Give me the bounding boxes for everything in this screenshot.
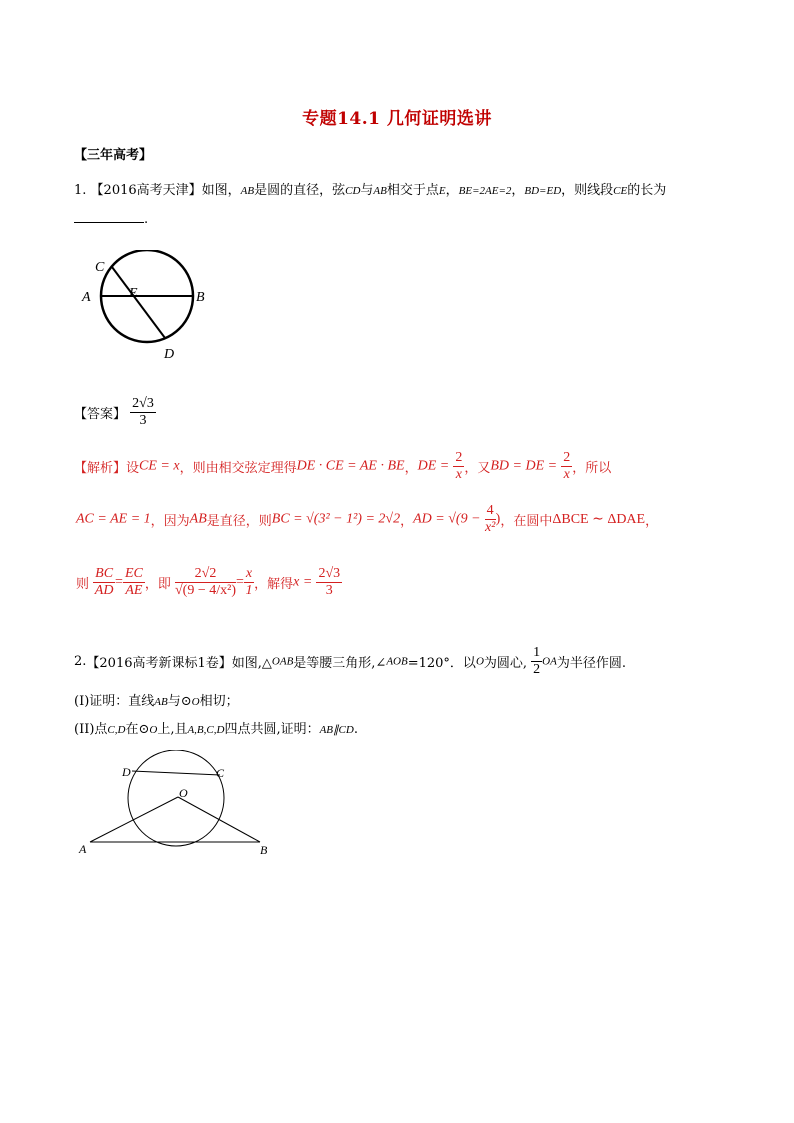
frac-den: AE — [125, 583, 143, 598]
analysis-text: ，因为 — [150, 514, 190, 529]
q2-var: C,D — [107, 724, 126, 736]
q2-text: 四点共圆,证明： — [224, 722, 320, 737]
q1-number: 1. — [74, 183, 87, 198]
q2-text: 上,且 — [157, 722, 188, 737]
q1-text: ， — [445, 183, 459, 198]
q2-text: 是等腰三角形,∠ — [293, 656, 387, 671]
q2-source: 【2016高考新课标1卷】 — [86, 656, 232, 671]
page-title: 专题14.1 几何证明选讲 — [302, 109, 492, 129]
blank-period: . — [144, 212, 149, 227]
frac-num: 2 — [455, 450, 463, 465]
q1-var: CE — [613, 185, 628, 197]
analysis-math: CE = x — [139, 458, 180, 474]
label-d: D — [122, 765, 131, 779]
q1-var: AB — [240, 185, 255, 197]
fraction — [453, 450, 464, 483]
q1-var: CD — [345, 185, 361, 197]
analysis-text: 是直径，则 — [206, 514, 272, 529]
analysis-math: AB — [189, 511, 207, 527]
section-heading: 【三年高考】 — [74, 148, 153, 163]
q1-text: 是圆的直径，弦 — [254, 183, 346, 198]
answer-numerator: 2√3 — [132, 396, 154, 411]
q2-var: AB∥CD — [319, 724, 354, 736]
frac-den: 2 — [533, 662, 541, 677]
analysis-text: ， — [645, 514, 659, 529]
chord-cd — [112, 267, 165, 338]
circle-figure-1 — [76, 250, 216, 365]
label-c: C — [95, 260, 105, 275]
answer-label: 【答案】 — [74, 407, 127, 422]
analysis-text: ，解得 — [254, 577, 294, 592]
analysis-line-3 — [76, 566, 342, 599]
frac-den: √(9 − 4/x²) — [175, 583, 236, 598]
fraction — [93, 566, 115, 599]
q2-text: 与⊙ — [167, 694, 192, 709]
q2-var: AB — [154, 696, 168, 708]
segment-ao — [90, 797, 178, 842]
q1-condition: BE=2AE=2 — [458, 185, 512, 197]
analysis-line-1 — [74, 450, 611, 483]
label-d: D — [164, 347, 175, 362]
analysis-math: AC = AE = 1 — [76, 511, 151, 527]
frac-den: 3 — [325, 583, 333, 598]
fraction — [244, 566, 254, 599]
q1-source: 【2016高考天津】 — [90, 183, 202, 198]
label-a: A — [82, 290, 91, 305]
analysis-math: BD = DE = — [490, 458, 558, 474]
frac-num: 1 — [533, 645, 541, 660]
triangle-circle-figure-2 — [70, 750, 280, 860]
analysis-text: ，即 — [144, 577, 171, 592]
fraction — [316, 566, 342, 599]
frac-num: 2√2 — [175, 566, 236, 583]
q2-var: OAB — [271, 655, 294, 668]
frac-num: BC — [95, 566, 114, 581]
analysis-text: ，在圆中 — [500, 514, 553, 529]
analysis-math: = — [115, 574, 123, 590]
q1-text: ，则线段 — [561, 183, 614, 198]
analysis-text: 则 — [76, 577, 90, 592]
analysis-text: ，所以 — [572, 461, 612, 476]
frac-den: AD — [94, 583, 114, 598]
analysis-line-2 — [76, 503, 658, 536]
label-b: B — [260, 843, 268, 857]
analysis-math: AD = √(9 − — [413, 511, 481, 527]
frac-num: 4 — [486, 503, 494, 518]
q2-var: OA — [542, 655, 557, 668]
analysis-text: ，又 — [464, 461, 491, 476]
analysis-math: = — [236, 574, 244, 590]
analysis-text: 设 — [126, 461, 140, 476]
q2-text: 相切； — [199, 694, 239, 709]
q2-number: 2. — [74, 654, 87, 669]
analysis-text: ， — [400, 514, 414, 529]
question-1-text — [74, 179, 666, 198]
q1-text: 相交于点 — [386, 183, 439, 198]
label-c: C — [216, 766, 225, 780]
q2-text: 如图,△ — [231, 656, 272, 671]
q1-text: 的长为 — [627, 183, 667, 198]
q2-text: (I)证明：直线 — [74, 694, 155, 709]
q1-text: 与 — [360, 183, 374, 198]
answer-block — [74, 396, 156, 429]
q2-text: 在⊙ — [125, 722, 150, 737]
fraction — [561, 450, 572, 483]
q2-text: =120°．以 — [407, 656, 476, 671]
analysis-text: ，则由相交弦定理得 — [179, 461, 297, 476]
analysis-math: DE · CE = AE · BE — [296, 458, 405, 474]
q1-var: E — [438, 185, 446, 197]
analysis-math: DE = — [417, 458, 450, 474]
label-a: A — [79, 842, 87, 856]
frac-den: 1 — [245, 583, 253, 598]
q2-text: 为圆心, — [483, 656, 528, 671]
q2-var: O — [149, 724, 158, 736]
q2-part-2 — [74, 718, 358, 737]
frac-den: x — [563, 467, 570, 482]
q1-var: AB — [373, 185, 387, 197]
q2-text: 为半径作圆. — [556, 656, 626, 671]
fraction — [485, 503, 496, 536]
analysis-math: x = — [293, 574, 313, 590]
q1-text: ， — [511, 183, 525, 198]
blank-line — [74, 210, 144, 223]
q2-var: O — [475, 655, 484, 668]
analysis-math: ΔBCE ∼ ΔDAE — [552, 512, 646, 527]
q2-text: . — [353, 722, 358, 737]
label-e: E — [129, 286, 138, 301]
q1-text: 如图， — [201, 183, 241, 198]
analysis-math: ) — [495, 511, 501, 527]
frac-den: x — [455, 467, 462, 482]
fraction — [175, 566, 236, 599]
q2-var: AOB — [386, 655, 408, 668]
analysis-text: ， — [404, 461, 418, 476]
analysis-label: 【解析】 — [74, 461, 127, 476]
q1-answer-blank — [74, 210, 148, 227]
frac-num: x — [245, 566, 253, 581]
answer-fraction — [130, 396, 156, 429]
frac-num: 2 — [563, 450, 571, 465]
segment-ob — [178, 797, 260, 842]
q2-part-1 — [74, 690, 239, 709]
q1-condition: BD=ED — [524, 185, 562, 197]
fraction — [531, 645, 542, 678]
frac-num: EC — [124, 566, 143, 581]
fraction — [123, 566, 145, 599]
analysis-math: BC = √(3² − 1²) = 2√2 — [271, 511, 401, 527]
frac-den: x² — [484, 520, 496, 535]
question-2-text — [74, 645, 626, 678]
answer-denominator: 3 — [139, 413, 147, 428]
frac-num: 2√3 — [318, 566, 341, 581]
q2-var: A,B,C,D — [187, 724, 225, 736]
chord-dc — [132, 771, 220, 775]
label-b: B — [196, 290, 205, 305]
label-o: O — [179, 786, 188, 800]
q2-var: O — [191, 696, 200, 708]
q2-text: (II)点 — [74, 722, 108, 737]
